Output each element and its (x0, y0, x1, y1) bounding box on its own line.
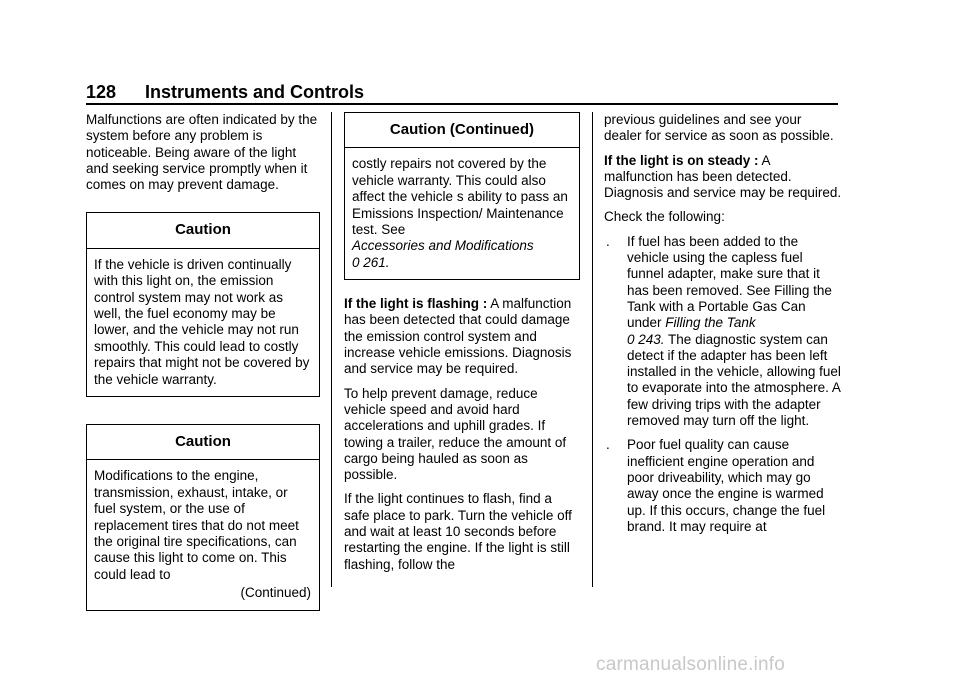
caution-text: Modifications to the engine, transmission, exhaust, intake, or fuel system, or the use of replacement tires that do not meet the original tire specifications, can cause this light to come on. This could lead to (94, 468, 299, 582)
bullet-text: The diagnostic system can detect if the adapter has been left installed in the vehicle, allowing fuel to evaporate into the atmosphere. A few driving trips with the adapter removed may turn off the light. (627, 331, 841, 429)
page-header (86, 80, 838, 104)
reference-page: 0 243. (627, 331, 665, 347)
caution-box-2 (86, 424, 320, 611)
caution-title: Caution (Continued) (345, 113, 579, 148)
flashing-heading: If the light is flashing : (344, 296, 488, 312)
page-number: 128 (86, 82, 117, 102)
flashing-text: A malfunction has been detected that could damage the emission control system and increase vehicle emissions. Diagnosis and service may be required. (344, 296, 572, 377)
caution-body (345, 148, 579, 279)
caution-title: Caution (87, 425, 319, 460)
column-1 (86, 112, 320, 629)
list-item (604, 234, 842, 430)
caution-body: If the vehicle is driven continually with this light on, the emission control system may not work as well, the fuel economy may be lower, and the vehicle may not run smoothly. This could lead to costly repairs that might not be covered by the vehicle warranty. (94, 256, 310, 387)
guidelines-paragraph: previous guidelines and see your dealer for service as soon as possible. (604, 112, 834, 144)
list-item (604, 437, 842, 535)
column-divider-1 (331, 112, 332, 587)
caution-text: costly repairs not covered by the vehicle warranty. This could also affect the vehicle s ability to pass an Emissions Inspection/ Maintenance test. See (352, 156, 568, 237)
bullet-text: If fuel has been added to the vehicle using the capless fuel funnel adapter, make sure that it has been removed. See Filling the Tank with a Portable Gas Can under (627, 233, 832, 331)
reference-title: Accessories and Modifications (352, 238, 534, 254)
continues-flash-paragraph: If the light continues to flash, find a safe place to park. Turn the vehicle off and wait at least 10 seconds before restarting the engine. If the light is still flashing, follow the (344, 491, 572, 572)
caution-box-continued (344, 112, 580, 280)
caution-body (87, 460, 319, 609)
header-rule (86, 103, 838, 105)
watermark: carmanualsonline.info (596, 654, 786, 675)
intro-paragraph: Malfunctions are often indicated by the system before any problem is noticeable. Being aware of the light and seeking service promptly when it comes on may prevent damage. (86, 112, 318, 193)
bullet-icon: . (606, 437, 610, 453)
bullet-text: Poor fuel quality can cause inefficient engine operation and poor driveability, which may go away once the engine is warmed up. If this occurs, change the fuel brand. It may require at (627, 437, 826, 534)
steady-text: A malfunction has been detected. Diagnosis and service may be required. (604, 152, 842, 201)
column-3 (604, 112, 842, 543)
section-title: Instruments and Controls (145, 82, 365, 102)
steady-heading: If the light is on steady : (604, 152, 759, 168)
column-divider-2 (592, 112, 593, 587)
continued-label: (Continued) (240, 585, 311, 601)
column-2 (344, 112, 580, 581)
prevent-damage-paragraph: To help prevent damage, reduce vehicle speed and avoid hard accelerations and uphill grades. If towing a trailer, reduce the amount of cargo being hauled as soon as possible. (344, 385, 567, 483)
flashing-paragraph (344, 296, 580, 377)
bullet-icon: . (606, 233, 610, 249)
steady-paragraph (604, 153, 842, 202)
check-label: Check the following: (604, 209, 725, 225)
reference-page: 0 261. (352, 254, 390, 270)
caution-box-1 (86, 212, 320, 397)
caution-title: Caution (87, 213, 319, 248)
reference-title: Filling the Tank (665, 315, 756, 331)
